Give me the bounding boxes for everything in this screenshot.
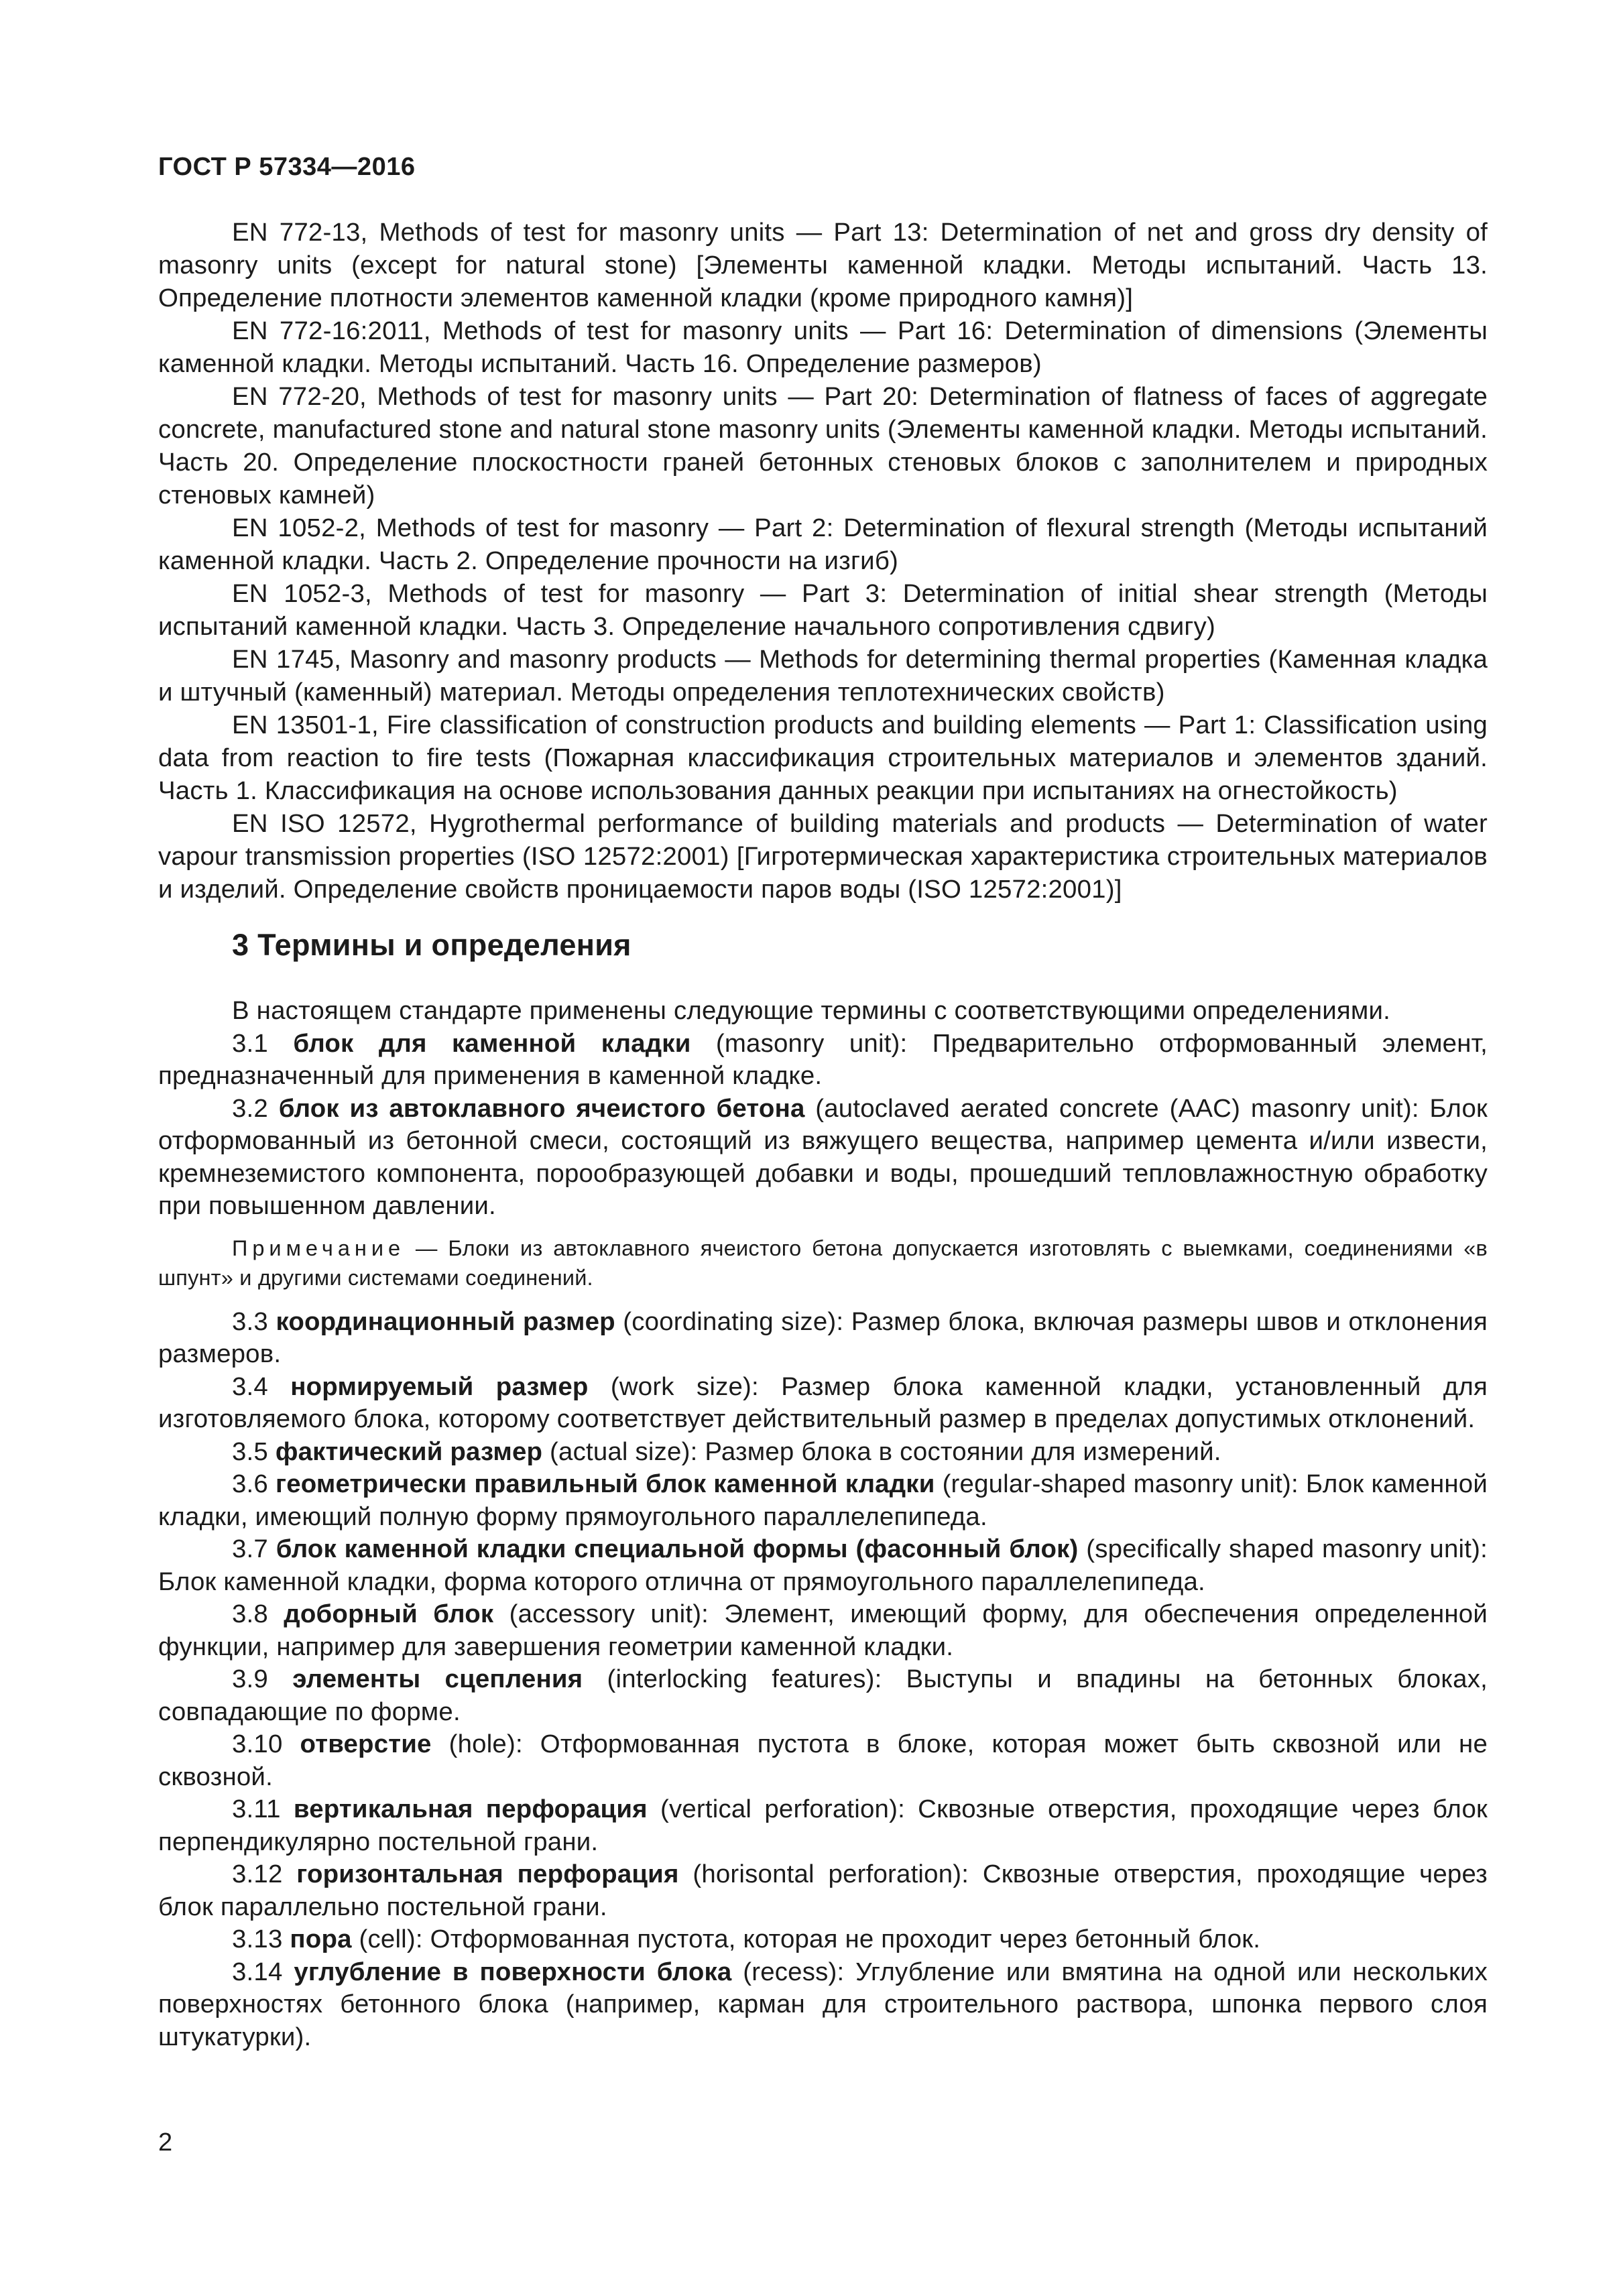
terms-list-before-note [158,1028,1488,1223]
term-entry [158,1923,1488,1956]
reference-item: EN 1052-3, Methods of test for masonry — Part 3: Determination of initial shear strength (Методы испытаний каменной кладки. Часть 3. Определение начального сопротивления сдвигу) [158,579,1488,641]
term-number: 3.8 [232,1599,268,1628]
term-name: блок из автоклавного ячеистого бетона [278,1093,805,1123]
note [158,1233,1488,1292]
term-number: 3.14 [232,1957,283,1986]
note-label: Примечание [232,1235,406,1260]
term-entry [158,1858,1488,1923]
term-definition: (autoclaved aerated concrete (AAC) masonry unit): Блок отформованный из бетонной смеси, состоящий из вяжущего вещества, например цемента и/или извести, кремнеземистого компонента, порообразующей добавки и воды, прошедший тепловлажностную обработку при повышенном давлении. [158,1093,1488,1220]
term-entry [158,1436,1488,1469]
term-name: координационный размер [276,1307,615,1336]
reference-item: EN 772-13, Methods of test for masonry units — Part 13: Determination of net and gross dry density of masonry units (except for natural stone) [Элементы каменной кладки. Методы испытаний. Часть 13. Определение плотности элементов каменной кладки (кроме природного камня)] [158,218,1488,312]
term-definition: (hole): Отформованная пустота в блоке, которая может быть сквозной или не сквозной. [158,1730,1488,1791]
terms-section [158,995,1488,2053]
term-name: горизонтальная перфорация [296,1860,679,1888]
term-definition: (work size): Размер блока каменной кладки, установленный для изготовляемого блока, которому соответствует действительный размер в пределах допустимых отклонений. [158,1372,1488,1433]
term-entry [158,1028,1488,1093]
terms-list-after-note [158,1306,1488,2054]
term-entry [158,1598,1488,1663]
term-entry [158,1093,1488,1223]
term-number: 3.10 [232,1730,283,1758]
term-entry [158,1663,1488,1728]
term-entry [158,1371,1488,1436]
term-name: блок для каменной кладки [293,1028,691,1058]
term-entry [158,1956,1488,2054]
term-definition: (vertical perforation): Сквозные отверстия, проходящие через блок перпендикулярно постельной грани. [158,1795,1488,1856]
term-number: 3.9 [232,1665,268,1693]
term-number: 3.12 [232,1860,283,1888]
term-name: доборный блок [284,1599,494,1628]
term-definition: (recess): Углубление или вмятина на одной или нескольких поверхностях бетонного блока (например, карман для строительного раствора, шпонка первого слоя штукатурки). [158,1957,1488,2051]
term-name: пора [290,1925,352,1953]
term-entry [158,1468,1488,1533]
term-entry [158,1793,1488,1858]
term-entry [158,1728,1488,1793]
term-name: геометрически правильный блок каменной кладки [276,1469,935,1498]
term-entry [158,1306,1488,1371]
term-number: 3.13 [232,1925,283,1953]
reference-item: EN 772-20, Methods of test for masonry units — Part 20: Determination of flatness of faces of aggregate concrete, manufactured stone and natural stone masonry units (Элементы каменной кладки. Методы испытаний. Часть 20. Определение плоскостности граней бетонных стеновых блоков с заполнителем и природных стеновых камней) [158,382,1488,509]
page-number: 2 [158,2128,173,2157]
term-entry [158,1533,1488,1598]
term-number: 3.7 [232,1534,268,1563]
term-definition: (interlocking features): Выступы и впадины на бетонных блоках, совпадающие по форме. [158,1665,1488,1726]
term-number: 3.4 [232,1372,268,1401]
term-definition: (masonry unit): Предварительно отформованный элемент, предназначенный для применения в каменной кладке. [158,1028,1488,1090]
normative-references [158,216,1488,906]
section-title: 3 Термины и определения [232,928,632,962]
reference-item: EN 13501-1, Fire classification of construction products and building elements — Part 1: Classification using data from reaction to fire tests (Пожарная классификация строительных материалов и элементов зданий. Часть 1. Классификация на основе использования данных реакции при испытаниях на огнестойкость) [158,711,1488,805]
term-definition: (actual size): Размер блока в состоянии для измерений. [542,1437,1221,1466]
reference-item: EN 772-16:2011, Methods of test for masonry units — Part 16: Determination of dimensions (Элементы каменной кладки. Методы испытаний. Часть 16. Определение размеров) [158,316,1488,378]
term-definition: (horisontal perforation): Сквозные отверстия, проходящие через блок параллельно постельной грани. [158,1860,1488,1921]
reference-item: EN ISO 12572, Hygrothermal performance of building materials and products — Determination of water vapour transmission properties (ISO 12572:2001) [Гигротермическая характеристика строительных материалов и изделий. Определение свойств проницаемости паров воды (ISO 12572:2001)] [158,809,1488,904]
term-definition: (cell): Отформованная пустота, которая не проходит через бетонный блок. [351,1925,1261,1953]
term-definition: (regular-shaped masonry unit): Блок каменной кладки, имеющий полную форму прямоугольного параллелепипеда. [158,1469,1488,1531]
term-definition: (specifically shaped masonry unit): Блок каменной кладки, форма которого отлична от прямоугольного параллелепипеда. [158,1534,1488,1596]
term-name: углубление в поверхности блока [294,1957,732,1986]
reference-item: EN 1745, Masonry and masonry products — Methods for determining thermal properties (Каменная кладка и штучный (каменный) материал. Методы определения теплотехнических свойств) [158,645,1488,707]
term-number: 3.2 [232,1093,268,1123]
term-number: 3.1 [232,1028,268,1058]
term-number: 3.6 [232,1469,268,1498]
reference-item: EN 1052-2, Methods of test for masonry — Part 2: Determination of flexural strength (Методы испытаний каменной кладки. Часть 2. Определение прочности на изгиб) [158,513,1488,575]
term-name: вертикальная перфорация [293,1795,648,1823]
term-name: блок каменной кладки специальной формы (фасонный блок) [276,1534,1079,1563]
section-intro: В настоящем стандарте применены следующие термины с соответствующими определениями. [232,996,1390,1025]
term-number: 3.3 [232,1307,268,1336]
note-text: — Блоки из автоклавного ячеистого бетона допускается изготовлять с выемками, соединениями «в шпунт» и другими системами соединений. [158,1235,1488,1290]
term-definition: (coordinating size): Размер блока, включая размеры швов и отклонения размеров. [158,1307,1488,1368]
term-number: 3.5 [232,1437,268,1466]
term-name: отверстие [300,1730,432,1758]
term-name: элементы сцепления [292,1665,583,1693]
term-name: нормируемый размер [290,1372,589,1401]
term-definition: (accessory unit): Элемент, имеющий форму, для обеспечения определенной функции, например для завершения геометрии каменной кладки. [158,1599,1488,1661]
document-header: ГОСТ Р 57334—2016 [158,153,416,181]
term-name: фактический размер [275,1437,543,1466]
term-number: 3.11 [232,1795,281,1823]
